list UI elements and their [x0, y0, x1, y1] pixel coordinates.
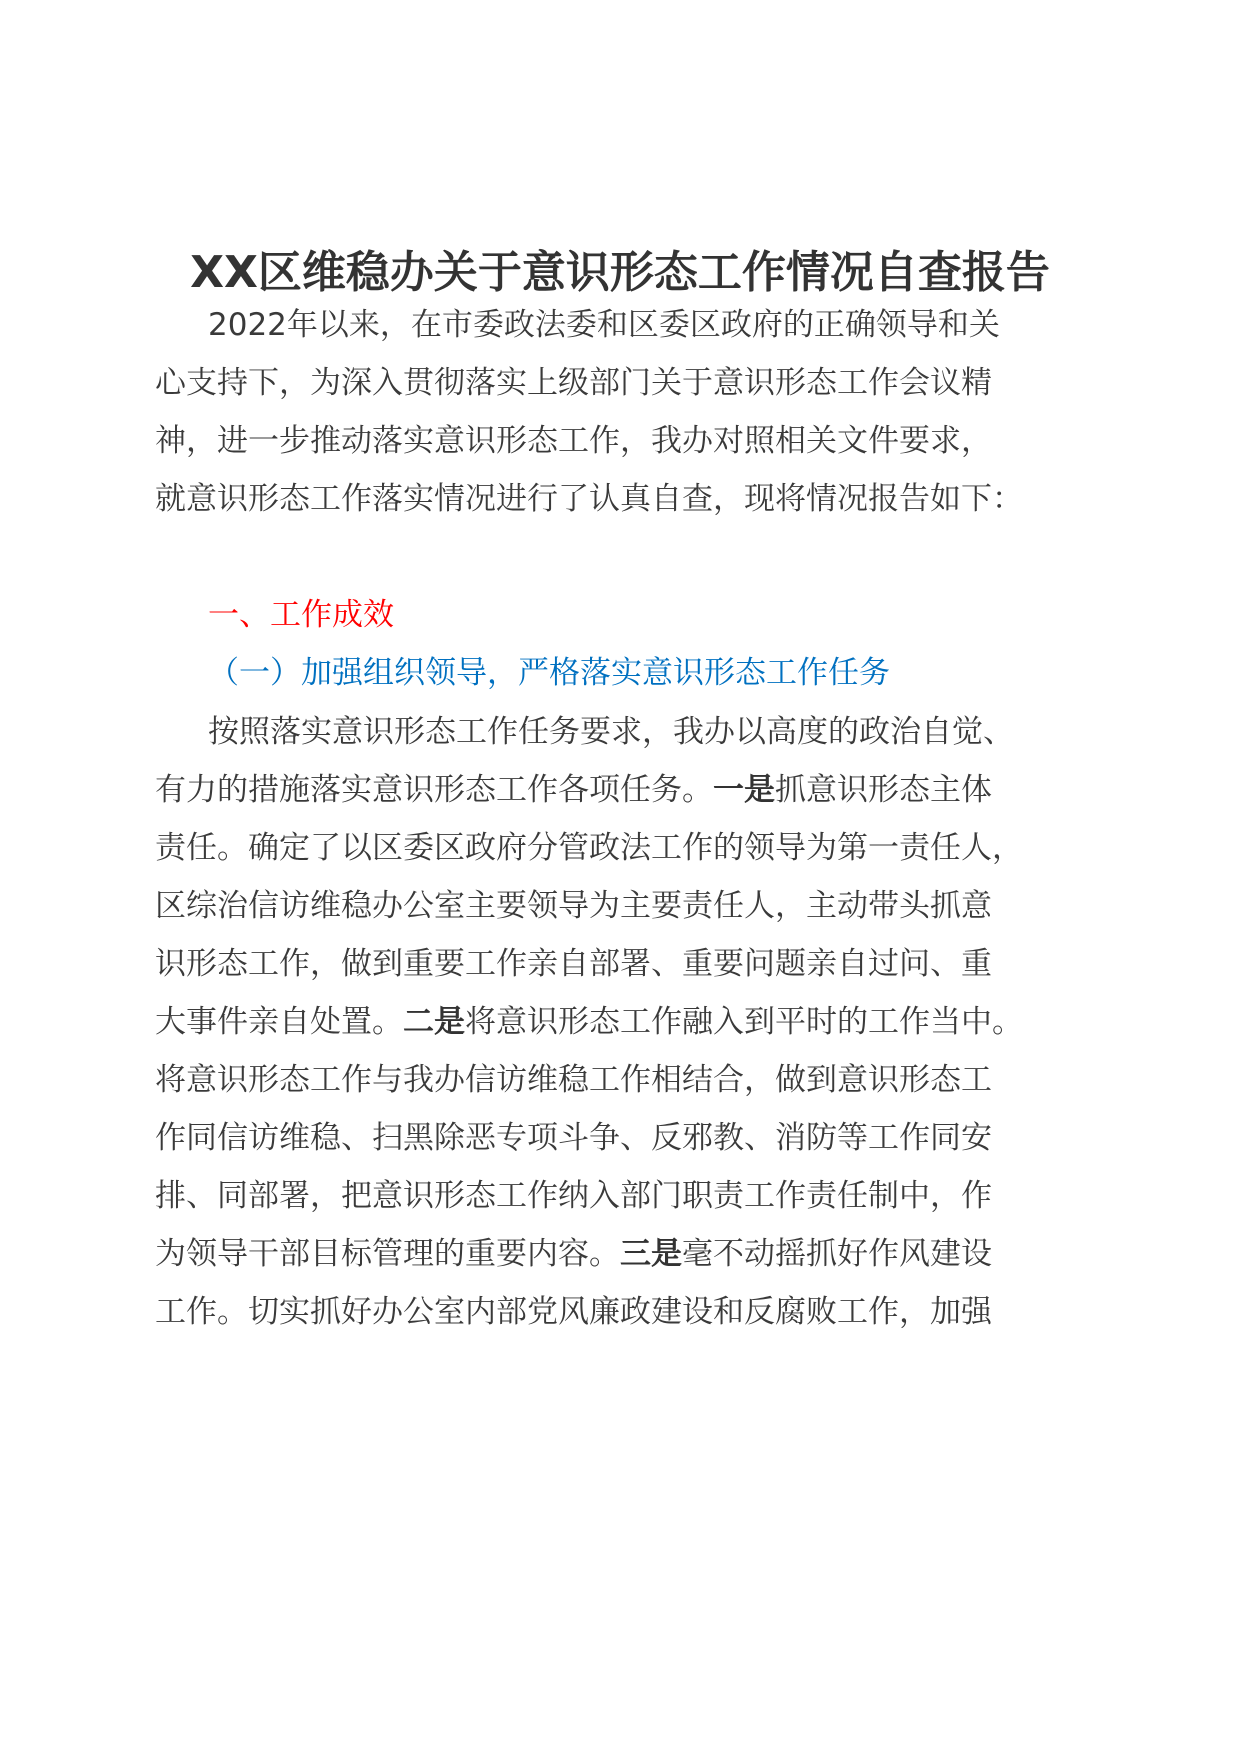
document-title: XX区维稳办关于意识形态工作情况自查报告	[190, 247, 1050, 298]
body-line: 区综治信访维稳办公室主要领导为主要责任人，主动带头抓意	[155, 888, 992, 924]
bold-marker: 一是	[713, 772, 775, 808]
body-line: 有力的措施落实意识形态工作各项任务。一是抓意识形态主体	[155, 772, 992, 808]
bold-marker: 二是	[403, 1004, 465, 1040]
body-line: 排、同部署，把意识形态工作纳入部门职责工作责任制中，作	[155, 1178, 992, 1214]
body-line: 大事件亲自处置。二是将意识形态工作融入到平时的工作当中。	[155, 1004, 1023, 1040]
section-heading: 一、工作成效	[208, 597, 394, 633]
body-line: 按照落实意识形态工作任务要求，我办以高度的政治自觉、	[208, 714, 1014, 750]
subsection-heading: （一）加强组织领导，严格落实意识形态工作任务	[208, 655, 890, 691]
intro-line: 心支持下，为深入贯彻落实上级部门关于意识形态工作会议精	[155, 365, 992, 401]
body-line: 作同信访维稳、扫黑除恶专项斗争、反邪教、消防等工作同安	[155, 1120, 992, 1156]
body-line: 工作。切实抓好办公室内部党风廉政建设和反腐败工作，加强	[155, 1294, 992, 1330]
intro-line: 就意识形态工作落实情况进行了认真自查，现将情况报告如下：	[155, 481, 1023, 517]
bold-marker: 三是	[620, 1236, 682, 1272]
body-line: 责任。确定了以区委区政府分管政法工作的领导为第一责任人，	[155, 830, 1023, 866]
intro-line: 2022年以来，在市委政法委和区委区政府的正确领导和关	[208, 307, 1000, 343]
body-line: 为领导干部目标管理的重要内容。三是毫不动摇抓好作风建设	[155, 1236, 992, 1272]
body-line: 将意识形态工作与我办信访维稳工作相结合，做到意识形态工	[155, 1062, 992, 1098]
intro-line: 神，进一步推动落实意识形态工作，我办对照相关文件要求，	[155, 423, 992, 459]
body-line: 识形态工作，做到重要工作亲自部署、重要问题亲自过问、重	[155, 946, 992, 982]
